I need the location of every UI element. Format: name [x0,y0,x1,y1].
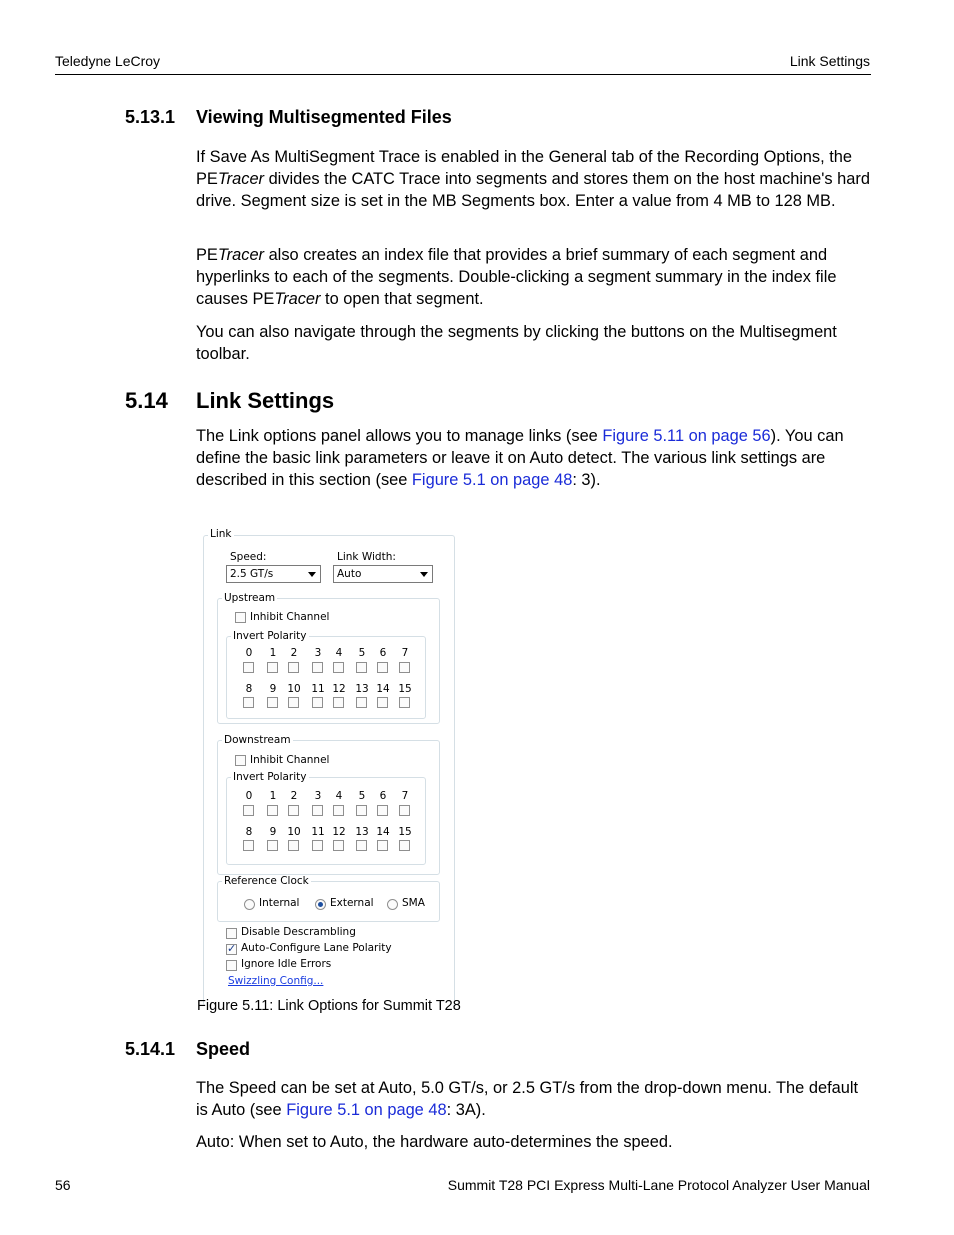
section-number-5-13-1: 5.13.1 [125,107,176,127]
header-rule [55,74,871,75]
upstream-lane-polarity-checkbox[interactable] [312,662,323,673]
figure-5-1-link-speed[interactable]: Figure 5.1 on page 48 [286,1101,447,1119]
downstream-lane-number: 12 [332,826,346,838]
footer-title: Summit T28 PCI Express Multi-Lane Protocol Analyzer User Manual [447,1177,870,1193]
paragraph-speed-1: The Speed can be set at Auto, 5.0 GT/s, or 2.5 GT/s from the drop-down menu. The default is Auto (see Figure 5.1 on page 48: 3A). [196,1079,859,1119]
refclock-internal-label: Internal [259,897,300,909]
refclock-sma-radio[interactable] [387,899,398,910]
upstream-lane-polarity-checkbox[interactable] [356,662,367,673]
downstream-lane-number: 13 [355,826,369,838]
paragraph-multisegment-3: You can also navigate through the segments by clicking the buttons on the Multisegment toolbar. [196,323,837,363]
link-width-dropdown[interactable]: Auto [333,565,433,583]
speed-label: Speed: [230,551,267,563]
swizzling-config-link[interactable]: Swizzling Config... [228,975,324,987]
downstream-lane-number: 3 [314,790,322,802]
upstream-legend: Upstream [224,592,276,604]
downstream-lane-polarity-checkbox[interactable] [243,805,254,816]
footer-page-number: 56 [55,1177,71,1193]
upstream-lane-number: 7 [401,647,409,659]
figure-caption: Figure 5.11: Link Options for Summit T28 [197,998,461,1014]
upstream-lane-polarity-checkbox[interactable] [356,697,367,708]
downstream-lane-number: 11 [311,826,325,838]
upstream-lane-number: 2 [290,647,298,659]
downstream-lane-polarity-checkbox[interactable] [288,805,299,816]
upstream-lane-polarity-checkbox[interactable] [288,662,299,673]
downstream-lane-number: 10 [287,826,301,838]
downstream-lane-polarity-checkbox[interactable] [333,805,344,816]
downstream-lane-number: 8 [245,826,253,838]
upstream-lane-number: 11 [311,683,325,695]
upstream-lane-number: 5 [358,647,366,659]
link-width-label: Link Width: [337,551,396,563]
downstream-legend: Downstream [224,734,291,746]
upstream-lane-polarity-checkbox[interactable] [312,697,323,708]
paragraph-link-settings: The Link options panel allows you to manage links (see Figure 5.11 on page 56). You can define the basic link parameters or leave it on Auto detect. The various link settings are described in this section (see Figure 5.1 on page 48: 3). [196,427,844,489]
downstream-inhibit-checkbox[interactable] [235,755,246,766]
downstream-lane-polarity-checkbox[interactable] [399,840,410,851]
downstream-lane-number: 2 [290,790,298,802]
downstream-lane-polarity-checkbox[interactable] [356,805,367,816]
upstream-lane-number: 9 [269,683,277,695]
chevron-down-icon [308,572,316,577]
downstream-lane-number: 6 [379,790,387,802]
upstream-lane-number: 15 [398,683,412,695]
paragraph-multisegment-1: If Save As MultiSegment Trace is enabled in the General tab of the Recording Options, the PETracer divides the CATC Trace into segments and stores them on the host machine's hard drive. Segment size is set in the MB Segments box. Enter a value from 4 MB to 128 MB. [196,148,870,210]
upstream-lane-number: 0 [245,647,253,659]
downstream-lane-polarity-checkbox[interactable] [288,840,299,851]
upstream-lane-number: 1 [269,647,277,659]
upstream-lane-polarity-checkbox[interactable] [267,662,278,673]
downstream-lane-polarity-checkbox[interactable] [333,840,344,851]
speed-dropdown[interactable]: 2.5 GT/s [226,565,321,583]
downstream-lane-number: 0 [245,790,253,802]
upstream-lane-number: 14 [376,683,390,695]
chevron-down-icon [420,572,428,577]
upstream-lane-number: 3 [314,647,322,659]
upstream-inhibit-checkbox[interactable] [235,612,246,623]
upstream-lane-number: 12 [332,683,346,695]
upstream-lane-polarity-checkbox[interactable] [399,662,410,673]
upstream-lane-number: 10 [287,683,301,695]
downstream-lane-number: 4 [335,790,343,802]
downstream-polarity-legend: Invert Polarity [233,771,307,783]
section-title-5-14: Link Settings [196,388,335,413]
paragraph-multisegment-2: PETracer also creates an index file that provides a brief summary of each segment and hyperlinks to each of the segments. Double-clicking a segment summary in the index file causes PETracer to open that segment. [196,246,837,308]
auto-configure-polarity-checkbox[interactable] [226,944,237,955]
upstream-polarity-legend: Invert Polarity [233,630,307,642]
downstream-lane-polarity-checkbox[interactable] [399,805,410,816]
upstream-lane-polarity-checkbox[interactable] [333,662,344,673]
downstream-lane-number: 15 [398,826,412,838]
upstream-lane-number: 4 [335,647,343,659]
link-group-legend: Link [210,528,232,540]
downstream-lane-polarity-checkbox[interactable] [267,840,278,851]
downstream-lane-polarity-checkbox[interactable] [312,840,323,851]
upstream-lane-polarity-checkbox[interactable] [377,697,388,708]
section-title-5-13-1: Viewing Multisegmented Files [196,107,452,127]
downstream-lane-polarity-checkbox[interactable] [377,840,388,851]
upstream-inhibit-label: Inhibit Channel [250,611,330,623]
upstream-lane-number: 8 [245,683,253,695]
downstream-lane-polarity-checkbox[interactable] [312,805,323,816]
upstream-lane-polarity-checkbox[interactable] [267,697,278,708]
upstream-lane-number: 6 [379,647,387,659]
downstream-inhibit-label: Inhibit Channel [250,754,330,766]
refclock-internal-radio[interactable] [244,899,255,910]
downstream-lane-polarity-checkbox[interactable] [267,805,278,816]
upstream-lane-polarity-checkbox[interactable] [243,662,254,673]
header-left: Teledyne LeCroy [55,53,161,69]
upstream-lane-polarity-checkbox[interactable] [333,697,344,708]
header-right: Link Settings [789,53,870,69]
disable-descrambling-label: Disable Descrambling [241,926,356,938]
ignore-idle-errors-checkbox[interactable] [226,960,237,971]
figure-5-1-link[interactable]: Figure 5.1 on page 48 [411,471,573,489]
ignore-idle-errors-label: Ignore Idle Errors [241,958,332,970]
section-number-5-14-1: 5.14.1 [125,1039,176,1059]
auto-configure-polarity-label: Auto-Configure Lane Polarity [241,942,392,954]
downstream-lane-number: 1 [269,790,277,802]
downstream-lane-number: 7 [401,790,409,802]
downstream-lane-polarity-checkbox[interactable] [356,840,367,851]
upstream-lane-polarity-checkbox[interactable] [399,697,410,708]
downstream-lane-number: 5 [358,790,366,802]
section-title-5-14-1: Speed [196,1039,251,1059]
refclock-external-label: External [330,897,374,909]
figure-5-11-link[interactable]: Figure 5.11 on page 56 [602,427,771,445]
refclock-legend: Reference Clock [224,875,309,887]
refclock-external-radio[interactable] [315,899,326,910]
downstream-lane-polarity-checkbox[interactable] [377,805,388,816]
section-number-5-14: 5.14 [125,388,168,413]
downstream-lane-number: 9 [269,826,277,838]
upstream-lane-polarity-checkbox[interactable] [377,662,388,673]
upstream-lane-number: 13 [355,683,369,695]
downstream-lane-number: 14 [376,826,390,838]
paragraph-speed-2: Auto: When set to Auto, the hardware auto-determines the speed. [196,1133,673,1151]
downstream-lane-polarity-checkbox[interactable] [243,840,254,851]
upstream-lane-polarity-checkbox[interactable] [243,697,254,708]
refclock-sma-label: SMA [402,897,425,909]
upstream-lane-polarity-checkbox[interactable] [288,697,299,708]
disable-descrambling-checkbox[interactable] [226,928,237,939]
